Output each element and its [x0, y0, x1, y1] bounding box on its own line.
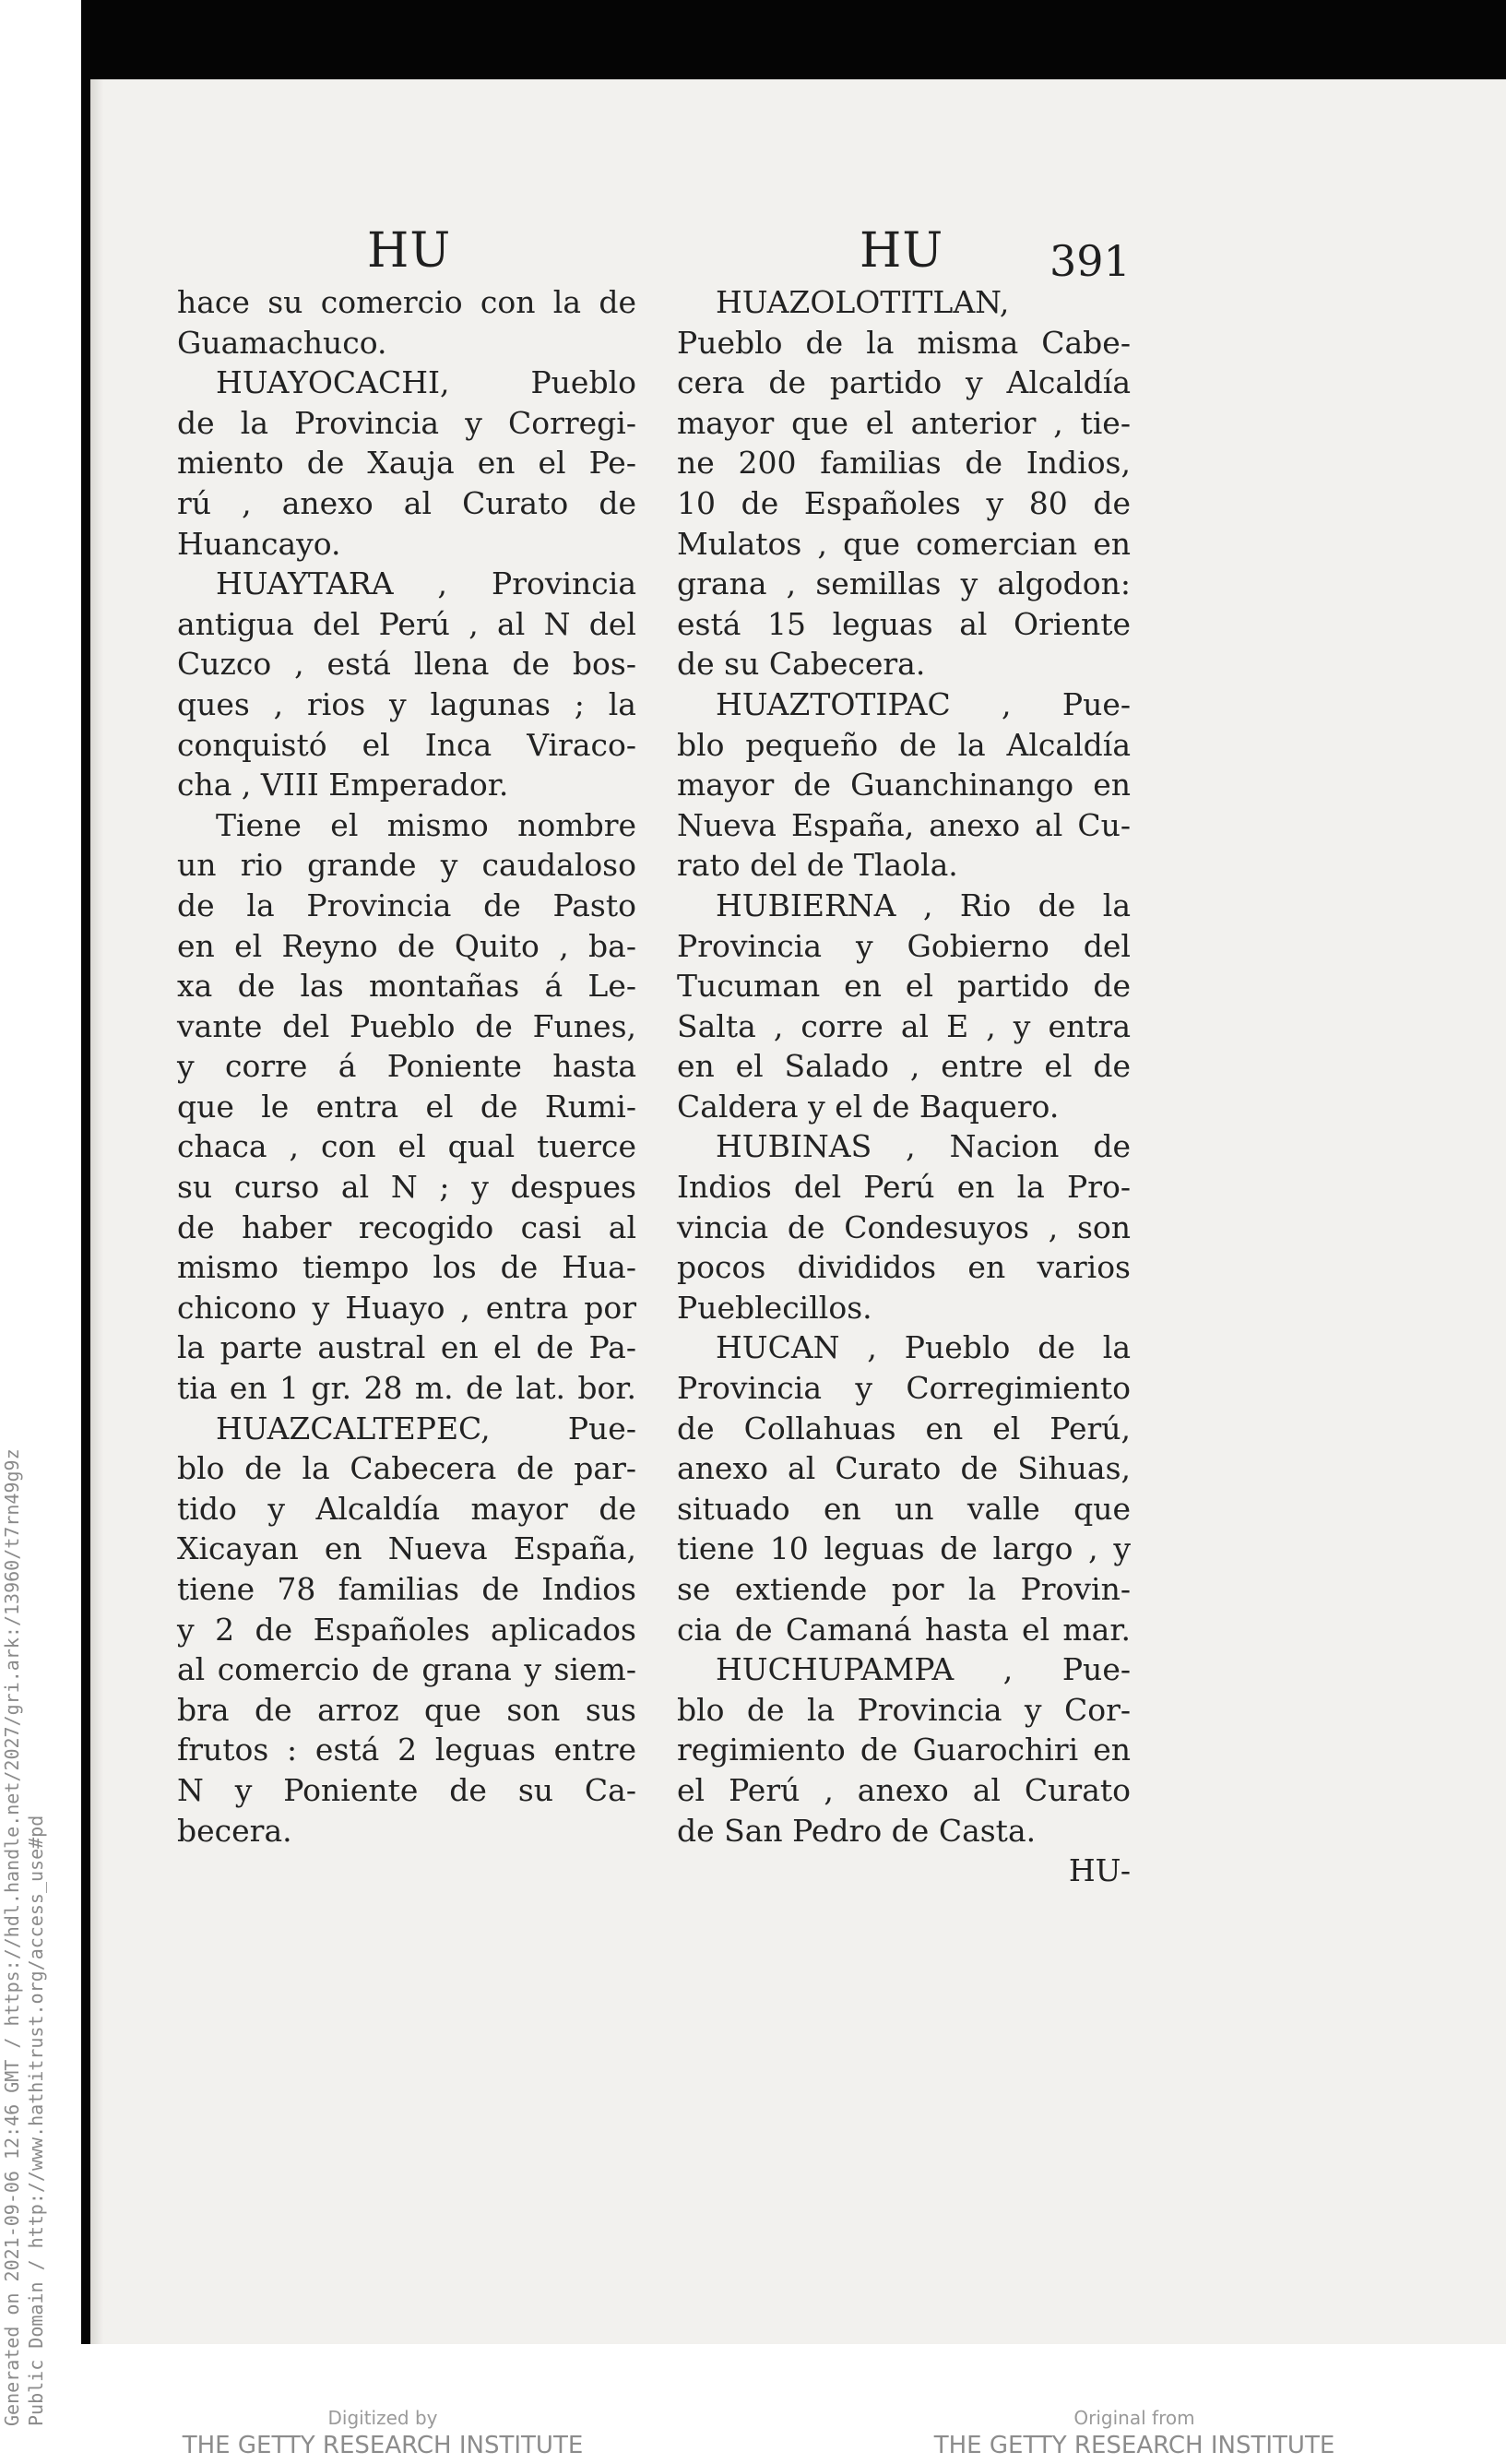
right-column-line: rato del de Tlaola. — [677, 847, 958, 884]
left-column-line: blo de la Cabecera de par- — [177, 1450, 636, 1487]
right-column-line: cera de partido y Alcaldía — [677, 364, 1131, 401]
right-column-line: ne 200 familias de Indios, — [677, 445, 1131, 482]
left-column-line: su curso al N ; y despues — [177, 1169, 636, 1206]
left-column-line: frutos : está 2 leguas entre — [177, 1732, 636, 1768]
left-column-line: antigua del Perú , al N del — [177, 605, 636, 642]
footer-original-from — [927, 2406, 1342, 2461]
left-column-line: miento de Xauja en el Pe- — [177, 445, 636, 482]
left-column-line: N y Poniente de su Ca- — [177, 1771, 636, 1808]
left-column-line: bra de arroz que son sus — [177, 1691, 636, 1728]
right-column-line: el Perú , anexo al Curato — [677, 1771, 1131, 1808]
right-column-line: vincia de Condesuyos , son — [677, 1208, 1131, 1245]
right-column-line: HUCAN , Pueblo de la — [716, 1329, 1131, 1366]
footer-digitized-by — [175, 2406, 590, 2461]
page-edge — [90, 79, 103, 2344]
left-column-line: tiene 78 familias de Indios — [177, 1571, 636, 1607]
left-column-line: mismo tiempo los de Hua- — [177, 1249, 636, 1286]
left-column-line: Tiene el mismo nombre — [216, 806, 636, 843]
right-column-line: Provincia y Gobierno del — [677, 927, 1131, 964]
right-column-line: HUCHUPAMPA , Pue- — [716, 1651, 1131, 1688]
left-column-line: Huancayo. — [177, 525, 341, 562]
right-column-line: está 15 leguas al Oriente — [677, 605, 1131, 642]
right-column-line: de Collahuas en el Perú, — [677, 1410, 1131, 1446]
right-column-line: Caldera y el de Baquero. — [677, 1088, 1060, 1125]
right-column-line: mayor que el anterior , tie- — [677, 404, 1131, 441]
right-column-line: mayor de Guanchinango en — [677, 767, 1131, 803]
left-column-line: en el Reyno de Quito , ba- — [177, 927, 636, 964]
right-column-line: HUBIERNA , Rio de la — [716, 887, 1131, 923]
left-column-line: tia en 1 gr. 28 m. de lat. bor. — [177, 1370, 636, 1407]
footer-original-institution: THE GETTY RESEARCH INSTITUTE — [933, 2432, 1335, 2459]
footer-digitized-label: Digitized by — [327, 2407, 438, 2429]
right-column-line: HUBINAS , Nacion de — [716, 1128, 1131, 1165]
right-column-line: Tucuman en el partido de — [677, 968, 1131, 1005]
left-column-line: ques , rios y lagunas ; la — [177, 685, 636, 722]
left-column-line: xa de las montañas á Le- — [177, 968, 636, 1005]
left-column-line: HUAYTARA , Provincia — [216, 565, 636, 602]
left-column-line: y 2 de Españoles aplicados — [177, 1611, 636, 1648]
right-column-line: de su Cabecera. — [677, 646, 926, 683]
access-stamp — [0, 1448, 48, 2426]
left-column-line: rú , anexo al Curato de — [177, 484, 636, 521]
left-column-line: conquistó el Inca Viraco- — [177, 726, 636, 763]
right-column-line: Mulatos , que comercian en — [677, 525, 1131, 562]
right-column-line: tiene 10 leguas de largo , y — [677, 1530, 1131, 1567]
left-column-line: la parte austral en el de Pa- — [177, 1329, 636, 1366]
left-column-line: al comercio de grana y siem- — [177, 1651, 636, 1688]
right-column-line: Provincia y Corregimiento — [677, 1370, 1131, 1407]
left-column-line: vante del Pueblo de Funes, — [177, 1007, 636, 1044]
right-column — [677, 282, 1131, 1891]
right-column-line: en el Salado , entre el de — [677, 1048, 1131, 1085]
left-column-line: y corre á Poniente hasta — [177, 1048, 636, 1085]
right-column-line: de San Pedro de Casta. — [677, 1812, 1037, 1849]
right-column-line: Salta , corre al E , y entra — [677, 1007, 1131, 1044]
right-column-line: HUAZOLOTITLAN, — [716, 284, 1010, 320]
right-column-line: 10 de Españoles y 80 de — [677, 484, 1131, 521]
left-column-line: becera. — [177, 1812, 292, 1849]
left-column-line: que le entra el de Rumi- — [177, 1088, 636, 1125]
left-column-line: de la Provincia de Pasto — [177, 887, 636, 923]
left-column-line: de haber recogido casi al — [177, 1208, 636, 1245]
left-column-line: Guamachuco. — [177, 324, 387, 361]
page-number: 391 — [1049, 236, 1131, 286]
left-column-line: Xicayan en Nueva España, — [177, 1530, 636, 1567]
right-column-line: HUAZTOTIPAC , Pue- — [716, 685, 1131, 722]
right-column-line: anexo al Curato de Sihuas, — [677, 1450, 1131, 1487]
right-column-line: cia de Camaná hasta el mar. — [677, 1611, 1131, 1648]
left-column-line: un rio grande y caudaloso — [177, 847, 636, 884]
right-column-line: HU- — [1068, 1852, 1131, 1889]
running-head-right: HU — [860, 223, 944, 279]
right-column-line: se extiende por la Provin- — [677, 1571, 1131, 1607]
left-column — [177, 282, 636, 1851]
left-column-line: de la Provincia y Corregi- — [177, 404, 636, 441]
right-column-line: Pueblecillos. — [677, 1289, 872, 1326]
left-column-line: HUAZCALTEPEC, Pue- — [216, 1410, 636, 1446]
access-stamp-line-1: Generated on 2021-09-06 12:46 GMT / https://hdl.handle.net/2027/gri.ark:/13960/t7rn49g9z — [1, 1448, 23, 2426]
footer-original-label: Original from — [1073, 2407, 1195, 2429]
left-column-line: tido y Alcaldía mayor de — [177, 1490, 636, 1527]
right-column-line: blo pequeño de la Alcaldía — [677, 726, 1131, 763]
left-column-line: HUAYOCACHI, Pueblo — [216, 364, 636, 401]
footer-digitized-institution: THE GETTY RESEARCH INSTITUTE — [182, 2432, 584, 2459]
left-column-line: cha , VIII Emperador. — [177, 767, 509, 803]
right-column-line: regimiento de Guarochiri en — [677, 1732, 1131, 1768]
access-stamp-line-2: Public Domain / http://www.hathitrust.org/access_use#pd — [25, 1815, 47, 2426]
left-column-line: chicono y Huayo , entra por — [177, 1289, 636, 1326]
left-column-line: chaca , con el qual tuerce — [177, 1128, 636, 1165]
right-column-line: situado en un valle que — [677, 1490, 1131, 1527]
right-column-line: Nueva España, anexo al Cu- — [677, 806, 1131, 843]
right-column-line: Indios del Perú en la Pro- — [677, 1169, 1131, 1206]
right-column-line: grana , semillas y algodon: — [677, 565, 1131, 602]
right-column-line: blo de la Provincia y Cor- — [677, 1691, 1131, 1728]
right-column-line: pocos divididos en varios — [677, 1249, 1131, 1286]
left-column-line: Cuzco , está llena de bos- — [177, 646, 636, 683]
left-column-line: hace su comercio con la de — [177, 284, 636, 320]
running-head-left: HU — [367, 223, 452, 279]
right-column-line: Pueblo de la misma Cabe- — [677, 324, 1131, 361]
